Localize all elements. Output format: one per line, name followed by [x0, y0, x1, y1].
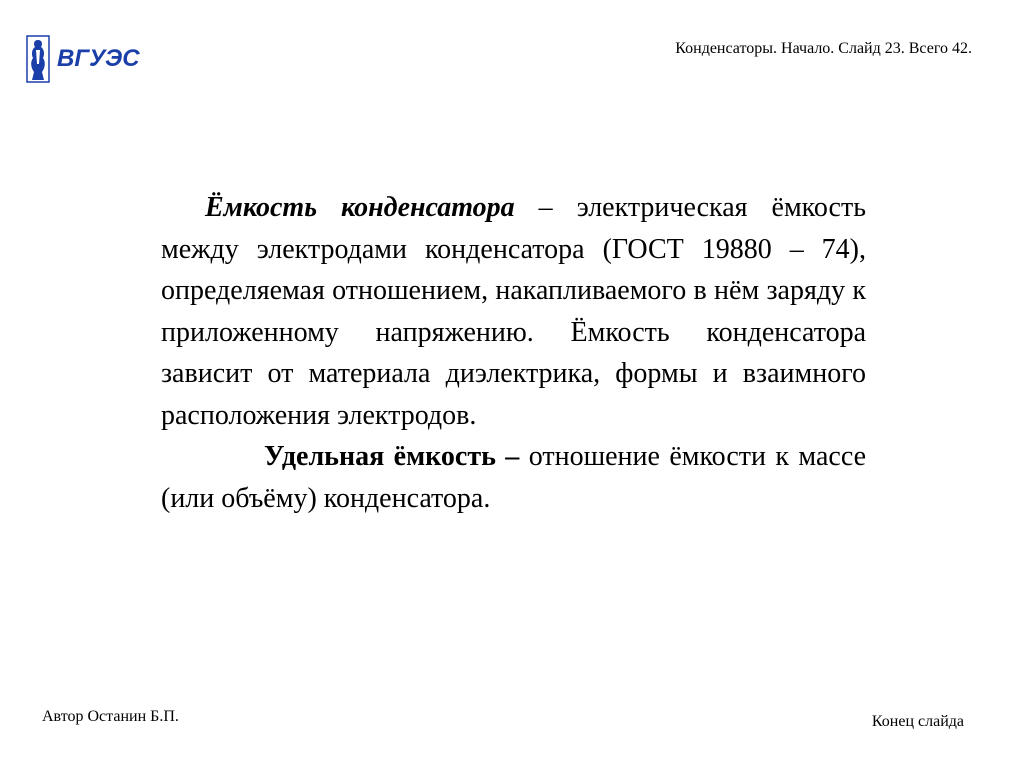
definition-paragraph: [161, 187, 866, 436]
slide-title: Конденсаторы. Начало. Слайд 23. Всего 42.: [675, 40, 972, 57]
slide-content: [161, 187, 866, 519]
term-specific-capacitance: Удельная ёмкость –: [264, 441, 520, 472]
definition-text: – электрическая ёмкость между электродами конденсатора (ГОСТ 19880 – 74), определяемая отношением, накапливаемого в нём заряду к приложенному напряжению. Ёмкость конденсатора зависит от материала диэлектрика, формы и взаимного расположения электродов.: [161, 192, 866, 431]
university-logo: [24, 34, 142, 84]
specific-capacitance-text: отношение ёмкости к массе (или объёму) конденсатора.: [161, 441, 867, 514]
term-capacitance: Ёмкость конденсатора: [205, 192, 515, 223]
university-logo-icon: [24, 34, 142, 84]
author-label: Автор Останин Б.П.: [42, 708, 179, 725]
end-slide-link[interactable]: Конец слайда: [871, 713, 964, 730]
logo-wordmark: ВГУЭС: [57, 45, 140, 72]
specific-capacitance-paragraph: [161, 436, 866, 519]
